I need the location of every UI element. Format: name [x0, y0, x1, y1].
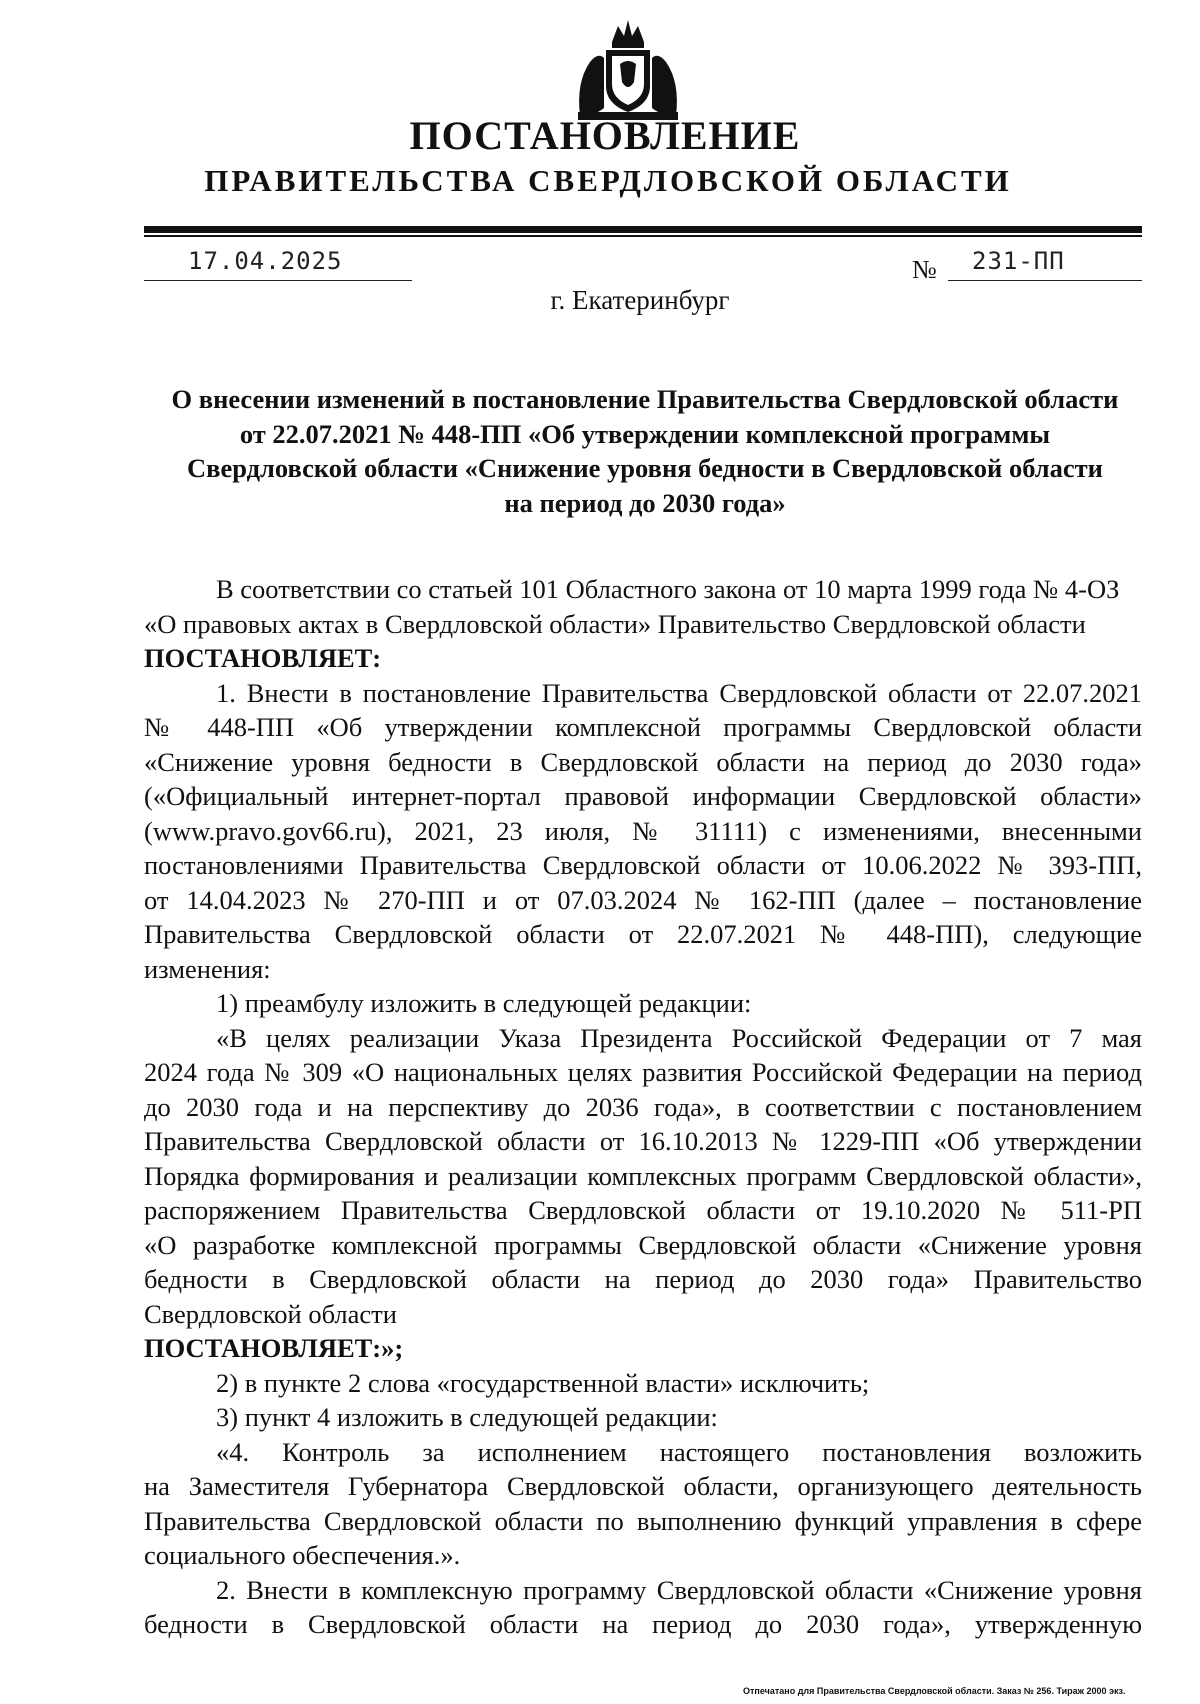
body-line: (www.pravo.gov66.ru), 2021, 23 июля, № 31111) с изменениями, внесенными	[144, 815, 1142, 846]
body-line: 1) преамбулу изложить в следующей редакции:	[216, 988, 752, 1018]
issuer-heading: ПРАВИТЕЛЬСТВА СВЕРДЛОВСКОЙ ОБЛАСТИ	[204, 163, 1012, 198]
number-sign: №	[912, 255, 937, 284]
body-line: 2024 года № 309 «О национальных целях развития Российской Федерации на период	[144, 1057, 1142, 1087]
document-city: г. Екатеринбург	[550, 285, 730, 315]
body-line: постановлениями Правительства Свердловской области от 10.06.2022 № 393-ПП,	[144, 850, 1142, 880]
body-line: от 14.04.2023 № 270-ПП и от 07.03.2024 № 162-ПП (далее – постановление	[144, 884, 1142, 915]
document-type-heading: ПОСТАНОВЛЕНИЕ	[409, 113, 801, 158]
header-divider-thin	[144, 235, 1142, 237]
body-line: Правительства Свердловской области от 16.10.2013 № 1229-ПП «Об утверждении	[144, 1126, 1142, 1156]
body-line: 2. Внести в комплексную программу Свердловской области «Снижение уровня	[216, 1574, 1142, 1605]
body-line: бедности в Свердловской области на период до 2030 года», утвержденную	[144, 1609, 1142, 1639]
header-divider	[144, 226, 1142, 233]
body-line: «4. Контроль за исполнением настоящего постановления возложить	[216, 1436, 1142, 1467]
body-line: бедности в Свердловской области на период до 2030 года» Правительство	[144, 1264, 1142, 1294]
body-line: 3) пункт 4 изложить в следующей редакции:	[216, 1402, 718, 1432]
body-line: ПОСТАНОВЛЯЕТ:»;	[144, 1333, 404, 1363]
body-line: распоряжением Правительства Свердловской области от 19.10.2020 № 511-РП	[144, 1195, 1142, 1225]
document-title	[150, 382, 1140, 520]
body-line: до 2030 года и на перспективу до 2036 года», в соответствии с постановлением	[144, 1091, 1142, 1122]
print-footer: Отпечатано для Правительства Свердловской области. Заказ № 256. Тираж 2000 экз.	[743, 1686, 1126, 1696]
title-line: от 22.07.2021 № 448-ПП «Об утверждении комплексной программы	[239, 418, 1051, 449]
title-line: на период до 2030 года»	[504, 487, 786, 518]
body-line: «Снижение уровня бедности в Свердловской области на период до 2030 года»	[144, 746, 1142, 777]
coat-of-arms-icon	[568, 12, 688, 124]
body-line: Свердловской области	[144, 1298, 397, 1329]
body-line: Правительства Свердловской области по выполнению функций управления в сфере	[144, 1505, 1142, 1536]
title-line: Свердловской области «Снижение уровня бедности в Свердловской области	[187, 453, 1103, 483]
body-line: № 448-ПП «Об утверждении комплексной программы Свердловской области	[144, 712, 1142, 742]
body-line: Порядка формирования и реализации комплексных программ Свердловской области»,	[144, 1160, 1142, 1191]
number-underline	[948, 280, 1142, 281]
body-line: В соответствии со статьей 101 Областного закона от 10 марта 1999 года № 4-ОЗ	[216, 574, 1120, 604]
document-number: 231-ПП	[972, 247, 1065, 275]
body-line: ПОСТАНОВЛЯЕТ:	[144, 643, 382, 673]
body-line: 1. Внести в постановление Правительства Свердловской области от 22.07.2021	[216, 677, 1142, 708]
document-date: 17.04.2025	[188, 247, 343, 275]
body-line: («Официальный интернет-портал правовой информации Свердловской области»	[144, 781, 1142, 811]
body-line: социального обеспечения.».	[144, 1540, 461, 1570]
body-line: изменения:	[144, 953, 271, 984]
body-line: 2) в пункте 2 слова «государственной власти» исключить;	[216, 1367, 870, 1398]
body-line: Правительства Свердловской области от 22.07.2021 № 448-ПП), следующие	[144, 919, 1142, 949]
body-line: «В целях реализации Указа Президента Российской Федерации от 7 мая	[216, 1022, 1142, 1053]
body-line: «О разработке комплексной программы Свердловской области «Снижение уровня	[144, 1229, 1142, 1260]
date-underline	[144, 280, 412, 281]
body-line: «О правовых актах в Свердловской области» Правительство Свердловской области	[144, 608, 1086, 639]
title-line: О внесении изменений в постановление Правительства Свердловской области	[171, 384, 1119, 414]
document-body	[144, 572, 1142, 1642]
body-line: на Заместителя Губернатора Свердловской области, организующего деятельность	[144, 1471, 1142, 1501]
